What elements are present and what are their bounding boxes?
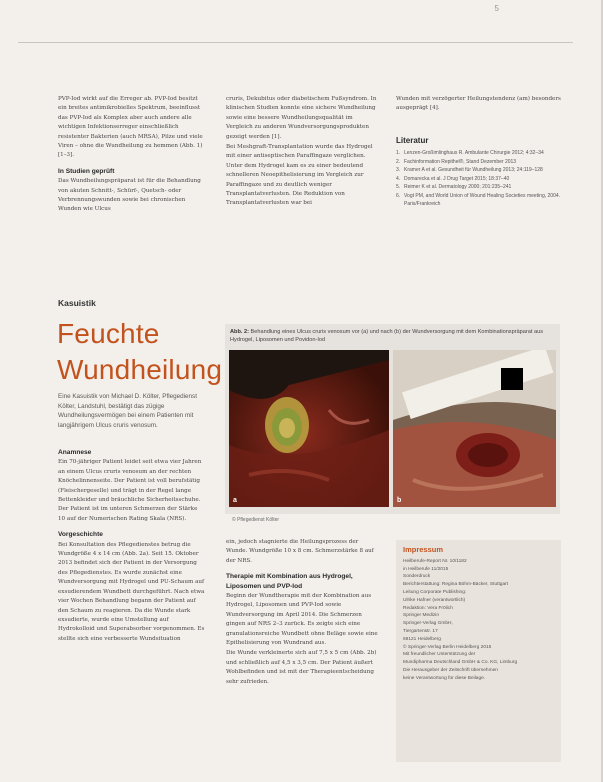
section-heading-anamnese: Anamnese (58, 449, 92, 456)
impressum-line: Mundipharma Deutschland GmbH & Co. KG, Limburg (403, 660, 518, 666)
top-col1-paragraph-a: PVP-Iod wirkt auf die Erreger ab. PVP-Iod besitzt ein breites antimikrobielles Spektrum, beeinflusst das PVP-Iod als Komplex aber auch andere alle wichtigen Infektionserreger einschließlich resistenter Bakterien (auch MRSA), Pilze und viele Viren – ohne die Wundheilung zu hemmen (Abb. 1) [1–3]. (58, 96, 203, 159)
impressum-line: Redaktion: Vera Frölich (403, 605, 453, 611)
article-headline (57, 316, 222, 388)
literature-list (396, 150, 564, 208)
paragraph-vorgeschichte: Bei Konsultation des Pflegedienstes betrug die Wundgröße 4 x 14 cm (Abb. 2a). Seit 15. Oktober 2013 befindet sich der Patient in der Versorgung des Pflegedienstes. Es wurde zunächst eine Wundversorgung mit Hydrogel und PU-Schaum auf exsudierendem Wundbett durchgeführt. Nach etwa vier Wochen Behandlung begann der Patient auf den Schaum zu reagieren. Da die Wunde stark exsudierte, wurde eine Umstellung auf Hydrokolloid und Superabsorber vorgenommen. Es stellte sich eine verbesserte Wundsituation (58, 541, 205, 642)
top-column-2 (226, 95, 378, 275)
figure-caption-label: Abb. 2: (230, 329, 249, 335)
literature-item: 6. Vogt PM, and World Union of Wound Healing Societies meeting, 2004. Paris/Frankreich (396, 192, 561, 207)
impressum-line: 69121 Heidelberg (403, 636, 441, 642)
paragraph-mid-3: Die Wunde verkleinerte sich auf 7,5 x 5 cm (Abb. 2b) und schließlich auf 4,5 x 3,5 cm. Der Patient äußert Wohlbefinden und ist mit der Therapieentscheidung sehr zufrieden. (226, 650, 377, 685)
impressum-line: Die Herausgeber der Zeitschrift übernehmen (403, 667, 498, 673)
impressum-line: in Heilberufe 11/2015 (403, 566, 449, 572)
impressum-line: Springer Medizin (403, 613, 439, 619)
top-col1-paragraph-b: Das Wundheilungspräparat ist für die Behandlung von akuten Schnitt-, Schürf-, Quetsch- oder Verbrennungswunden sowie bei chronischen Wunden wie Ulcus (58, 178, 201, 213)
wound-photo-after (393, 350, 556, 507)
headline-line-2: Wundheilung (57, 354, 223, 385)
literature-item: 4. Domarecka et al. J Drug Target 2015; 18:37–40 (396, 175, 510, 182)
impressum-line: © Springer-Verlag Berlin Heidelberg 2015 (403, 644, 492, 650)
top-rule (18, 42, 573, 43)
top-column-1 (58, 95, 206, 275)
wound-photo-before-image (229, 350, 389, 507)
impressum-box (396, 540, 561, 762)
impressum-line: Springer-Verlag GmbH, (403, 621, 453, 627)
top-col2-paragraph-a: cruris, Dekubitus oder diabetischem Fußsyndrom. In klinischen Studien konnte eine sichere Wundheilung sowie eine bessere Wundheilungsqualität im Vergleich zu anderen Wundversorgungsprodukten gezeigt werden [1]. (226, 96, 377, 140)
literature-item: 1. Lenzen-Großimlinghaus R. Ambulante Chirurgie 2012; 4:32–34 (396, 150, 544, 156)
impressum-line: Mit freundlicher Unterstützung der (403, 652, 476, 658)
literature-title: Literatur (396, 136, 429, 145)
panel-label-b: b (397, 497, 402, 504)
impressum-line: Heilberufe-Report Nr. 10/1182 (403, 558, 467, 564)
impressum-line: Leitung Corporate Publishing: (403, 589, 467, 595)
impressum-line: Tiergartenstr. 17 (403, 628, 438, 634)
wound-photo-after-image (393, 350, 556, 507)
paragraph-mid-2: Beginn der Wundtherapie mit der Kombination aus Hydrogel, Liposomen und PVP-Iod sowie Wundversorgung im April 2014. Die Schmerzen gingen auf NRS 2–3 zurück. Es zeigte sich eine granulationsreiche Wundbett ohne Beläge sowie eine Epithelisierung von Wundrand aus. (226, 593, 378, 647)
article-lead: Eine Kasuistik von Michael D. Költer, Pflegedienst Költer, Landstuhl, bestätigt das zügige Wundheilungsvermögen bei einem Patienten mit langjährigem Ulcus cruris venosum. (58, 393, 197, 429)
impressum-line: Berichterstattung: Regina Böhm-Bäcker, Stuttgart (403, 582, 509, 588)
impressum-title: Impressum (403, 545, 444, 554)
article-mid-column (226, 538, 378, 762)
section-heading-vorgeschichte: Vorgeschichte (58, 531, 103, 539)
figure-credit: © Pflegedienst Költer (232, 517, 280, 523)
headline-line-1: Feuchte (57, 318, 160, 349)
figure-wound-photos (225, 324, 560, 514)
impressum-line: Sonderdruck (403, 574, 431, 580)
panel-label-a: a (233, 497, 237, 504)
top-col3-paragraph: Wunden mit verzögerter Heilungstendenz (am) besonders ausgeprägt [4]. (396, 96, 561, 112)
impressum-line: keine Verantwortung für diese Beilage. (403, 675, 486, 681)
article-left-column (58, 448, 206, 762)
impressum-line: Ulrike Hafner (verantwortlich) (403, 597, 466, 603)
figure-caption (230, 328, 555, 344)
section-heading-therapie: Therapie mit Kombination aus Hydrogel, Liposomen und PVP-Iod (226, 573, 353, 590)
figure-caption-text: Behandlung eines Ulcus cruris venosum vor (a) und nach (b) der Wundversorgung mit dem Kombinationspräparat aus Hydrogel, Liposomen und Povidon-Iod (230, 329, 544, 343)
literature-item: 5. Reimer K et al. Dermatology 2000; 201:235–241 (396, 184, 512, 191)
top-col1-subheading: In Studien geprüft (58, 167, 115, 175)
paragraph-anamnese: Ein 70-jähriger Patient leidet seit etwa vier Jahren an einem Ulcus cruris venosum an der rechten Knöchelinnenseite. Der Patient ist voll berufstätig (Fleischergeselle) und trägt in der Regel lange Bettenkleider und bräuchliche Sicherheitsschuhe. Der Patient ist im unteren Schmerzen der Stärke 10 auf der Numerischen Rating Skala (NRS). (58, 459, 202, 522)
article-kicker: Kasuistik (58, 298, 96, 308)
literature-item: 3. Kramer A et al. Gesundheit für Wundheilung 2013; 24:119–128 (396, 167, 543, 174)
wound-photo-before (229, 350, 389, 507)
page-folio: 5 (494, 4, 499, 13)
top-column-3 (396, 95, 564, 125)
paragraph-mid-1: ein, jedoch stagnierte die Heilungsprozess der Wunde. Wundgröße 10 x 8 cm. Schmerzstärke 8 auf der NRS. (226, 539, 374, 564)
literature-block (396, 136, 564, 209)
top-col2-paragraph-b: Bei Meshgraft-Transplantation wurde das Hydrogel mit einer antiseptischen Paraffingaze verglichen. Unter dem Hydrogel kam es zu einer bedeutend schnelleren Neoepithelisierung im Vergleich zur Paraffingaze und zu deutlich weniger Transplantatverlusten. Die Reduktion von Transplantatverlusten war bei (226, 144, 373, 207)
literature-item: 2. Fachinformation Repithel®, Stand Dezember 2013 (396, 158, 517, 165)
